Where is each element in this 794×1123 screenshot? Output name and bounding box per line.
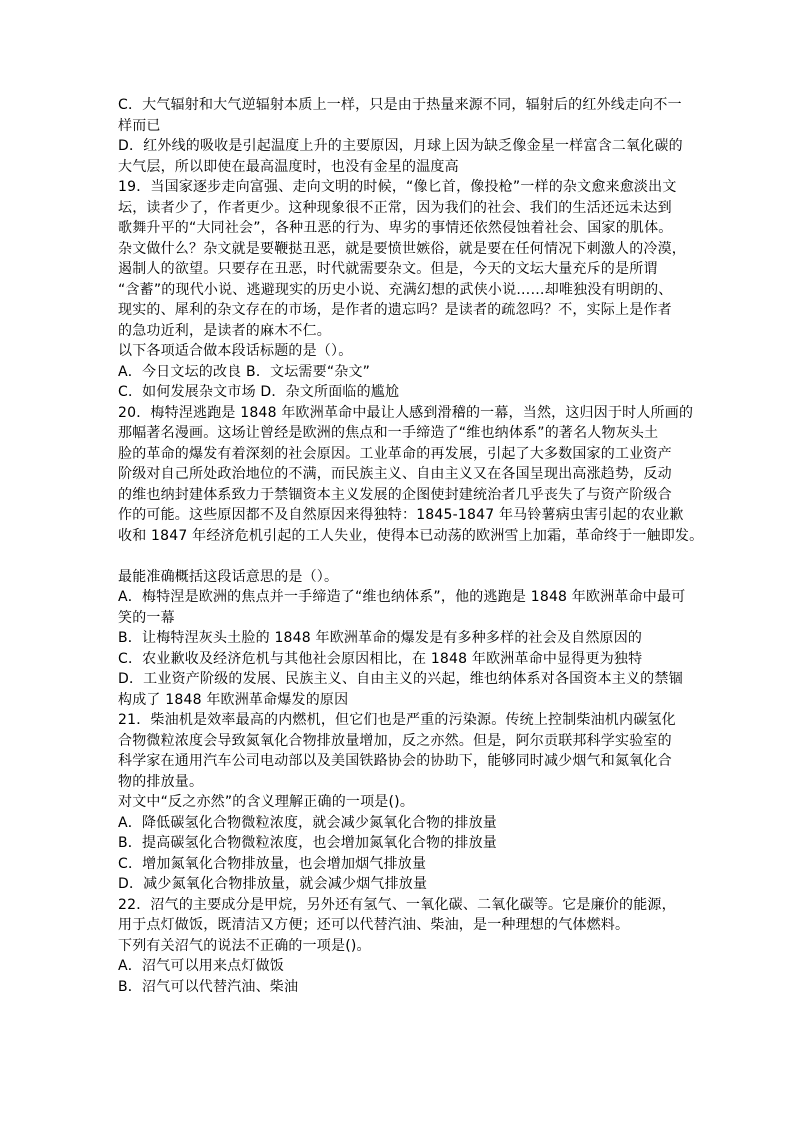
text-line: 19．当国家逐步走向富强、走向文明的时候，“像匕首，像投枪”一样的杂文愈来愈淡出文 <box>118 179 677 195</box>
text-line: 作的可能。这些原因都不及自然原因来得独特：1845-1847 年马铃薯病虫害引起的农业歉 <box>118 507 684 523</box>
text-line: 21．柴油机是效率最高的内燃机，但它们也是严重的污染源。传统上控制柴油机内碳氢化 <box>118 712 676 728</box>
text-line: 物的排放量。 <box>118 773 204 790</box>
text-line: 阶级对自己所处政治地位的不满，而民族主义、自由主义又在各国呈现出高涨趋势，反动 <box>118 466 672 482</box>
text-line: 杂文做什么？杂文就是要鞭挞丑恶，就是要愤世嫉俗，就是要在任何情况下刺激人的冷漠， <box>118 240 686 257</box>
text-line: A．降低碳氢化合物微粒浓度，就会减少氮氧化合物的排放量 <box>118 814 497 831</box>
text-line: 最能准确概括这段话意思的是（）。 <box>118 568 339 585</box>
text-line: 对文中“反之亦然”的含义理解正确的一项是()。 <box>118 794 415 810</box>
text-line: 的急功近利，是读者的麻木不仁。 <box>118 322 331 339</box>
text-line: 笑的一幕 <box>118 609 175 626</box>
text-line: 脸的革命的爆发有着深刻的社会原因。工业革命的再发展，引起了大多数国家的工业资产 <box>118 445 672 462</box>
text-line: 以下各项适合做本段话标题的是（）。 <box>118 343 353 359</box>
text-line: 合物微粒浓度会导致氮氧化合物排放量增加，反之亦然。但是，阿尔贡联邦科学实验室的 <box>118 732 672 749</box>
text-line: 样而已 <box>118 117 161 134</box>
text-line: 坛，读者少了，作者更少。这种现象很不正常，因为我们的社会、我们的生活还远未达到 <box>118 199 672 216</box>
text-line: 歌舞升平的“大同社会”，各种丑恶的行为、卑劣的事情还依然侵蚀着社会、国家的肌体。 <box>118 220 673 236</box>
text-line: 科学家在通用汽车公司电动部以及美国铁路协会的协助下，能够同时减少烟气和氮氧化合 <box>118 753 672 769</box>
text-line: B．让梅特涅灰头土脸的 1848 年欧洲革命的爆发是有多种多样的社会及自然原因的 <box>118 630 643 646</box>
text-line: 现实的、犀利的杂文存在的市场，是作者的遗忘吗？是读者的疏忽吗？不，实际上是作者 <box>118 302 672 318</box>
text-line: D．红外线的吸收是引起温度上升的主要原因，月球上因为缺乏像金星一样富含二氧化碳的 <box>118 138 683 154</box>
text-line: A．沼气可以用来点灯做饭 <box>118 958 284 974</box>
text-line: 的维也纳封建体系致力于禁锢资本主义发展的企图使封建统治者几乎丧失了与资产阶级合 <box>118 486 672 503</box>
text-line: D．工业资产阶级的发展、民族主义、自由主义的兴起，维也纳体系对各国资本主义的禁锢 <box>118 671 683 687</box>
text-line: A．梅特涅是欧洲的焦点并一手缔造了“维也纳体系”，他的逃跑是 1848 年欧洲革命中最可 <box>118 589 686 605</box>
text-line: 大气层，所以即使在最高温度时，也没有金星的温度高 <box>118 158 459 175</box>
text-line: A．今日文坛的改良 B．文坛需要“杂文” <box>118 363 371 380</box>
text-line: C．增加氮氧化合物排放量，也会增加烟气排放量 <box>118 855 427 872</box>
text-line: 用于点灯做饭，既清洁又方便；还可以代替汽油、柴油，是一种理想的气体燃料。 <box>118 917 630 933</box>
text-line: 下列有关沼气的说法不正确的一项是()。 <box>118 937 371 954</box>
text-line: B．沼气可以代替汽油、柴油 <box>118 978 299 995</box>
text-line: 22．沼气的主要成分是甲烷，另外还有氢气、一氧化碳、二氧化碳等。它是廉价的能源， <box>118 896 676 913</box>
text-line: D．减少氮氧化合物排放量，就会减少烟气排放量 <box>118 876 428 892</box>
text-line: 那幅著名漫画。这场让曾经是欧洲的焦点和一手缔造了“维也纳体系”的著名人物灰头土 <box>118 425 659 441</box>
text-line: C．如何发展杂文市场 D．杂文所面临的尴尬 <box>118 384 400 400</box>
text-line: 遏制人的欲望。只要存在丑恶，时代就需要杂文。但是，今天的文坛大量充斥的是所谓 <box>118 261 658 277</box>
text-line: B．提高碳氢化合物微粒浓度，也会增加氮氧化合物的排放量 <box>118 835 498 851</box>
text-line: 构成了 1848 年欧洲革命爆发的原因 <box>118 691 349 708</box>
text-line: C．大气辐射和大气逆辐射本质上一样，只是由于热量来源不同，辐射后的红外线走向不一 <box>118 97 682 113</box>
text-line: 20．梅特涅逃跑是 1848 年欧洲革命中最让人感到滑稽的一幕，当然，这归因于时人所画的 <box>118 404 694 421</box>
text-line: “含蓄”的现代小说、逃避现实的历史小说、充满幻想的武侠小说……却唯独没有明朗的、 <box>118 281 673 298</box>
text-line: C．农业歉收及经济危机与其他社会原因相比，在 1848 年欧洲革命中显得更为独特 <box>118 650 643 667</box>
text-line: 收和 1847 年经济危机引起的工人失业，使得本已动荡的欧洲雪上加霜，革命终于一触即发。 <box>118 527 704 544</box>
